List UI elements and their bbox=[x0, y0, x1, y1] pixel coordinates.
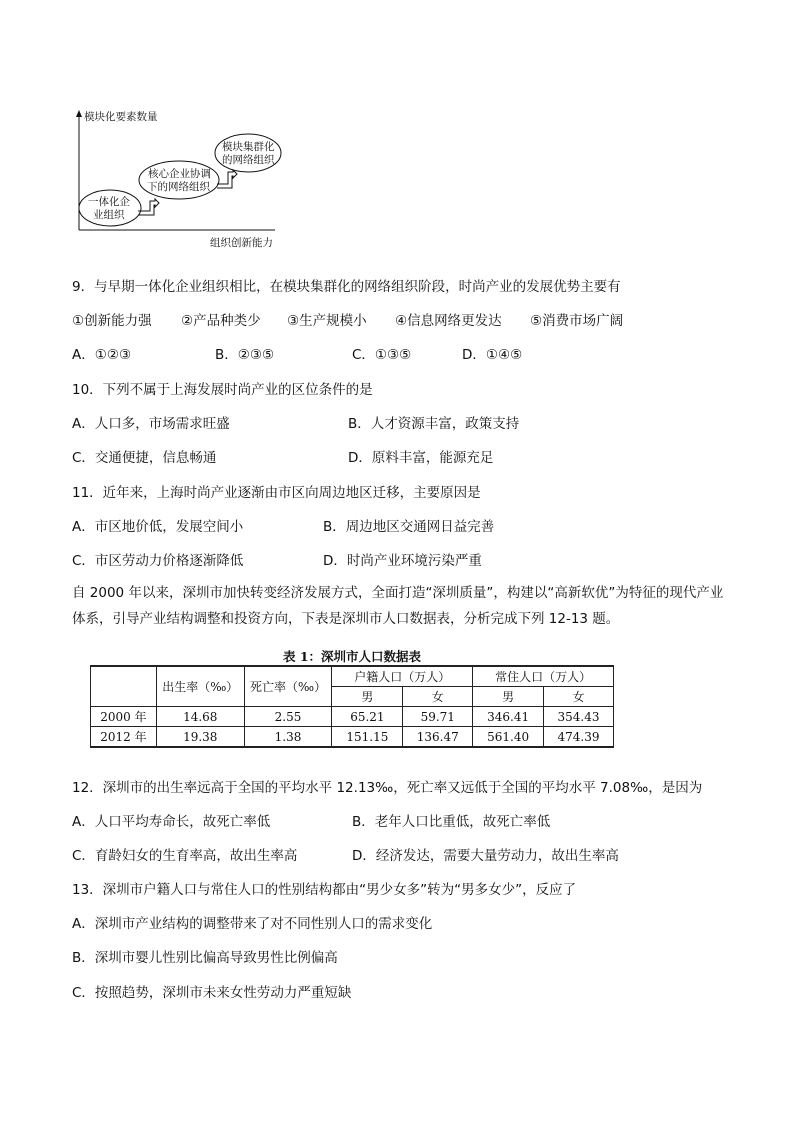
header-cz-male: 男 bbox=[473, 687, 544, 707]
header-cz-female: 女 bbox=[544, 687, 614, 707]
q12-option-d: D．经济发达，需要大量劳动力，故出生率高 bbox=[352, 848, 619, 864]
intro-paragraph: 自 2000 年以来，深圳市加快转变经济发展方式，全面打造“深圳质量”，构建以“高新软优”为特征的现代产业体系，引导产业结构调整和投资方向，下表是深圳市人口数据表，分析完成下列 12-13 题。 bbox=[72, 585, 724, 627]
q12-option-b: B．老年人口比重低，故死亡率低 bbox=[352, 814, 551, 830]
q10-option-a: A．人口多，市场需求旺盛 bbox=[72, 416, 230, 432]
y-axis-arrow bbox=[76, 110, 82, 117]
q9-option-c: C．①③⑤ bbox=[352, 347, 412, 363]
cell-year: 2012 年 bbox=[91, 727, 157, 748]
cell-cz-male: 346.41 bbox=[473, 707, 544, 727]
q11-option-b: B．周边地区交通网日益完善 bbox=[323, 519, 495, 535]
cell-cz-male: 561.40 bbox=[473, 727, 544, 748]
header-death-rate: 死亡率（‰） bbox=[244, 666, 332, 707]
q9-item-5: ⑤消费市场广阔 bbox=[530, 313, 624, 329]
stage2-label-line2: 下的网络组织 bbox=[147, 181, 210, 193]
q9-item-2: ②产品种类少 bbox=[181, 313, 261, 329]
stage2-label-line1: 核心企业协调 bbox=[148, 168, 211, 180]
q13-stem: 13．深圳市户籍人口与常住人口的性别结构都由“男少女多”转为“男多女少”，反应了 bbox=[72, 882, 577, 898]
q10-option-d: D．原料丰富，能源充足 bbox=[348, 450, 494, 466]
q11-option-a: A．市区地价低，发展空间小 bbox=[72, 519, 244, 535]
cell-cz-female: 354.43 bbox=[544, 707, 614, 727]
x-axis-label: 组织创新能力 bbox=[210, 237, 273, 249]
q11-option-c: C．市区劳动力价格逐渐降低 bbox=[72, 553, 244, 569]
stage2-ellipse bbox=[139, 161, 219, 199]
header-birth-rate: 出生率（‰） bbox=[156, 666, 244, 707]
population-table-block bbox=[90, 648, 614, 748]
q13-option-c: C．按照趋势，深圳市未来女性劳动力严重短缺 bbox=[72, 985, 352, 1001]
header-changzhu-population: 常住人口（万人） bbox=[473, 666, 614, 687]
q9-option-b: B．②③⑤ bbox=[215, 347, 275, 363]
header-huji-female: 女 bbox=[403, 687, 473, 707]
q9-option-d: D．①④⑤ bbox=[462, 347, 523, 363]
table-caption: 表 1：深圳市人口数据表 bbox=[282, 649, 422, 664]
q13-option-a: A．深圳市产业结构的调整带来了对不同性别人口的需求变化 bbox=[72, 916, 433, 932]
q9-item-3: ③生产规模小 bbox=[287, 313, 367, 329]
q10-option-c: C．交通便捷，信息畅通 bbox=[72, 450, 217, 466]
cell-birth: 19.38 bbox=[156, 727, 244, 748]
cell-huji-female: 59.71 bbox=[403, 707, 473, 727]
cell-death: 1.38 bbox=[244, 727, 332, 748]
q13-option-b: B．深圳市婴儿性别比偏高导致男性比例偏高 bbox=[72, 950, 338, 966]
q10-option-b: B．人才资源丰富，政策支持 bbox=[348, 416, 520, 432]
organization-evolution-diagram bbox=[70, 108, 310, 253]
q12-option-a: A．人口平均寿命长，故死亡率低 bbox=[72, 814, 271, 830]
q9-option-a: A．①②③ bbox=[72, 347, 132, 363]
stage1-label-line2: 业组织 bbox=[93, 209, 125, 221]
stage3-ellipse bbox=[215, 134, 281, 172]
table-row bbox=[91, 707, 614, 727]
y-axis-label: 模块化要素数量 bbox=[84, 111, 158, 123]
q9-item-1: ①创新能力强 bbox=[72, 313, 152, 329]
cell-huji-male: 151.15 bbox=[332, 727, 403, 748]
cell-cz-female: 474.39 bbox=[544, 727, 614, 748]
cell-birth: 14.68 bbox=[156, 707, 244, 727]
stage1-label-line1: 一体化企 bbox=[88, 196, 130, 208]
header-huji-male: 男 bbox=[332, 687, 403, 707]
q9-item-4: ④信息网络更发达 bbox=[395, 313, 502, 329]
q10-stem: 10．下列不属于上海发展时尚产业的区位条件的是 bbox=[72, 382, 373, 398]
cell-huji-female: 136.47 bbox=[403, 727, 473, 748]
q11-option-d: D．时尚产业环境污染严重 bbox=[323, 553, 482, 569]
q11-stem: 11．近年来，上海时尚产业逐渐由市区向周边地区迁移，主要原因是 bbox=[72, 485, 481, 501]
cell-year: 2000 年 bbox=[91, 707, 157, 727]
cell-death: 2.55 bbox=[244, 707, 332, 727]
table-corner-cell bbox=[91, 666, 157, 707]
stage3-label-line1: 模块集群化 bbox=[222, 141, 275, 153]
cell-huji-male: 65.21 bbox=[332, 707, 403, 727]
population-table bbox=[90, 665, 614, 748]
stage3-label-line2: 的网络组织 bbox=[222, 154, 275, 166]
step-arrow-2 bbox=[217, 170, 237, 188]
header-huji-population: 户籍人口（万人） bbox=[332, 666, 473, 687]
q9-stem: 9．与早期一体化企业组织相比，在模块集群化的网络组织阶段，时尚产业的发展优势主要有 bbox=[72, 279, 621, 295]
table-row bbox=[91, 727, 614, 748]
q12-option-c: C．育龄妇女的生育率高，故出生率高 bbox=[72, 848, 298, 864]
q12-stem: 12．深圳市的出生率远高于全国的平均水平 12.13‰，死亡率又远低于全国的平均水平 7.08‰，是因为 bbox=[72, 780, 703, 796]
